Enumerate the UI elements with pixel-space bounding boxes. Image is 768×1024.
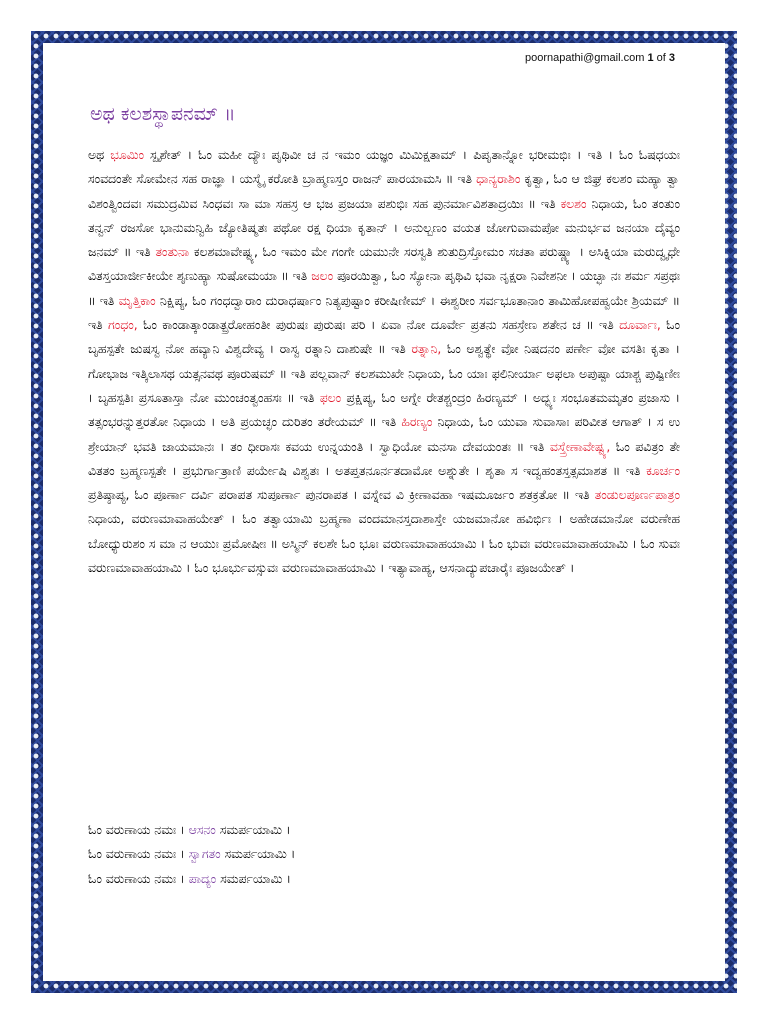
author-email: poornapathi@gmail.com xyxy=(524,52,645,64)
highlight-term: ಕಲಶಂ xyxy=(560,195,587,211)
text-run: ಅಥ xyxy=(88,147,111,162)
text-run: ಪೂರಯಿತ್ವಾ, ಓಂ ಸ್ಯೋನಾ ಪೃಥಿವಿ ಭವಾ ನೃಕ್ಷರಾ ನಿವೇಶನೀ । ಯಚ್ಛಾ ನಃ ಶರ್ಮ ಸಪ್ರಥಃ ॥ ಇತಿ xyxy=(88,268,681,308)
text-run: ಓಂ ಅಶ್ವತ್ಥೇ ವೋ ನಿಷದನಂ ಪರ್ಣೇ ವೋ ವಸತಿಃ ಕೃತಾ । ಗೋಭಾಜ ಇತ್ಕಿಲಾಸಥ ಯತ್ಸನವಥ ಪೂರುಷಮ್ ॥ ಇತಿ ಪಲ್ಲವಾನ್ ಕಲಶಮುಖೇ ನಿಧಾಯ, ಓಂ ಯಾಃ ಫಲಿನೀರ್ಯಾ ಅಫಲಾ ಅಪುಷ್ಪಾ ಯಾಶ್ಚ ಪುಷ್ಪಿಣೀಃ । ಬೃಹಸ್ಪತಿಃ ಪ್ರಸೂತಾಸ್ತಾ ನೋ ಮುಂಚಂತ್ವಂಹಸಃ ॥ ಇತಿ xyxy=(88,341,680,405)
text-run: ಓಂ ವರುಣಾಯ ನಮಃ । xyxy=(88,870,189,886)
text-run: ಓಂ ಬೃಹಸ್ಪತೇ ಜುಷಸ್ವ ನೋ ಹವ್ಯಾನಿ ವಿಶ್ವದೇವ್ಯ । ರಾಸ್ವ ರತ್ನಾನಿ ದಾಶುಷೇ ॥ ಇತಿ xyxy=(88,317,680,357)
text-run: ಕೃತ್ವಾ, ಓಂ ಆ ಜಿಘ್ರ ಕಲಶಂ ಮಹ್ಯಾ ತ್ವಾ ವಿಶಂತ್ವಿಂದವಃ ಸಮುದ್ರಮಿವ ಸಿಂಧವಃ ಸಾ ಮಾ ಸಹಸ್ರ ಆ ಭಜ ಪ್ರಜಯಾ ಪಶುಭಿಃ ಸಹ ಪುನರ್ಮಾವಿಶತಾದ್ರಯಿಃ ॥ ಇತಿ xyxy=(88,171,681,211)
highlight-term: ತಂಡುಲಪೂರ್ಣಪಾತ್ರಂ xyxy=(594,487,680,503)
text-run: ಸಮರ್ಪಯಾಮಿ । xyxy=(216,870,291,886)
highlight-term: ಜಲಂ xyxy=(311,268,334,284)
text-run: ನಿಧಾಯ, ಓಂ ತಂತುಂ ತನ್ವನ್ ರಜಸೋ ಭಾನುಮನ್ವಿಹಿ ಜ್ಯೋತಿಷ್ಮತಃ ಪಥೋ ರಕ್ಷ ಧಿಯಾ ಕೃತಾನ್ । ಅನುಲ್ಬಣಂ ವಯತ ಜೋಗುವಾಮಪೋ ಮನುರ್ಭವ ಜನಯಾ ದೈವ್ಯಂ ಜನಮ್ ॥ ಇತಿ xyxy=(88,195,680,260)
section-title: ಅಥ ಕಲಶಸ್ಥಾಪನಮ್ ॥ xyxy=(90,103,236,125)
text-run: ಸಮರ್ಪಯಾಮಿ । xyxy=(215,822,291,837)
text-run: ನಿಧಾಯ, ವರುಣಮಾವಾಹಯೇತ್ । ಓಂ ತತ್ವಾಯಾಮಿ ಬ್ರಹ್ಮಣಾ ವಂದಮಾನಸ್ತದಾಶಾಸ್ತೇ ಯಜಮಾನೋ ಹವಿರ್ಭಿಃ । ಅಹೇಡಮಾನೋ ವರುಣೇಹ ಬೋಧ್ಯುರುಶಂ ಸ ಮಾ ನ ಆಯುಃ ಪ್ರಮೋಷೀಃ ॥ ಅಸ್ಮಿನ್ ಕಲಶೇ ಓಂ ಭೂಃ ವರುಣಮಾವಾಹಯಾಮಿ । ಓಂ ಭುವಃ ವರುಣಮಾವಾಹಯಾಮಿ । ಓಂ ಸುವಃ ವರುಣಮಾವಾಹಯಾಮಿ । ಓಂ ಭೂರ್ಭುವಸ್ಸುವಃ ವರುಣಮಾವಾಹಯಾಮಿ । ಇತ್ಯಾವಾಹ್ಯ, ಆಸನಾದ್ಯುಪಚಾರೈಃ ಪೂಜಯೇತ್ । xyxy=(88,511,680,576)
offering-lines xyxy=(88,818,680,891)
text-run: ಓಂ ವರುಣಾಯ ನಮಃ । xyxy=(88,822,189,837)
text-run: ನಿಕ್ಷಿಪ್ಯ, ಓಂ ಗಂಧದ್ವಾರಾಂ ದುರಾಧರ್ಷಾಂ ನಿತ್ಯಪುಷ್ಟಾಂ ಕರೀಷಿಣೀಮ್ । ಈಶ್ವರೀಂ ಸರ್ವಭೂತಾನಾಂ ತಾಮಿಹೋಪಹ್ವಯೇ ಶ್ರಿಯಮ್ ॥ ಇತಿ xyxy=(88,292,680,333)
highlight-term: ಹಿರಣ್ಯಂ xyxy=(401,414,433,430)
highlight-term: ವಸ್ತ್ರೇಣಾವೇಷ್ಟ್ಯ, xyxy=(549,438,611,454)
text-run: ಓಂ ಕಾಂಡಾತ್ಕಾಂಡಾತ್ಪ್ರರೋಹಂತೀ ಪುರುಷಃ ಪುರುಷಃ ಪರಿ । ಏವಾ ನೋ ದೂರ್ವೇ ಪ್ರತನು ಸಹಸ್ರೇಣ ಶತೇನ ಚ ॥ ಇತಿ xyxy=(137,317,620,333)
highlight-term: ದೂರ್ವಾಃ, xyxy=(619,317,661,333)
page-header xyxy=(525,52,675,64)
highlight-term: ಧಾನ್ಯರಾಶಿಂ xyxy=(476,171,521,187)
highlight-term: ರತ್ನಾನಿ, xyxy=(411,341,442,357)
text-run: ಪ್ರಕ್ಷಿಪ್ಯ, ಓಂ ಅಗ್ನೇ ರೇತಶ್ಚಂದ್ರಂ ಹಿರಣ್ಯಮ್ । ಅದ್ಭ್ಯಃ ಸಂಭೂತಮಮೃತಂ ಪ್ರಜಾಸು । ತತ್ಸಂಭರನ್ನುತ್ತರತೋ ನಿಧಾಯ । ಅತಿ ಪ್ರಯಚ್ಛಂ ದುರಿತಂ ತರೇಯಮ್ ॥ ಇತಿ xyxy=(88,389,680,430)
page-number: 1 xyxy=(647,52,654,64)
text-run: ಪ್ರತಿಷ್ಠಾಪ್ಯ, ಓಂ ಪೂರ್ಣಾ ದರ್ವಿ ಪರಾಪತ ಸುಪೂರ್ಣಾ ಪುನರಾಪತ । ವಸ್ನೇವ ವಿ ಕ್ರೀಣಾವಹಾ ಇಷಮೂರ್ಜಂ ಶತಕ್ರತೋ ॥ ಇತಿ xyxy=(88,487,595,503)
document-page xyxy=(43,43,725,981)
body-paragraph xyxy=(88,143,680,580)
offering-term: ಪಾದ್ಯಂ xyxy=(188,870,217,886)
text-run: ಕಲಶಮಾವೇಷ್ಟ್ಯ, ಓಂ ಇಮಂ ಮೇ ಗಂಗೇ ಯಮುನೇ ಸರಸ್ವತಿ ಶುತುದ್ರಿಸ್ತೋಮಂ ಸಚತಾ ಪರುಷ್ಣ್ಯಾ । ಅಸಿಕ್ನಿಯಾ ಮರುದ್ವೃಧೇ ವಿತಸ್ತಯಾರ್ಜೀಕೀಯೇ ಶೃಣುಹ್ಯಾ ಸುಷೋಮಯಾ ॥ ಇತಿ xyxy=(88,244,680,284)
offering-line xyxy=(88,818,680,842)
text-run: ಸಮರ್ಪಯಾಮಿ । xyxy=(220,846,296,862)
text-run: ಓಂ ವರುಣಾಯ ನಮಃ । xyxy=(88,846,189,862)
offering-term: ಸ್ವಾಗತಂ xyxy=(188,846,221,862)
page-total: 3 xyxy=(668,52,675,64)
text-run: ನಿಧಾಯ, ಓಂ ಯುವಾ ಸುವಾಸಾಃ ಪರಿವೀತ ಆಗಾತ್ । ಸ ಉ ಶ್ರೇಯಾನ್ ಭವತಿ ಜಾಯಮಾನಃ । ತಂ ಧೀರಾಸಃ ಕವಯ ಉನ್ನಯಂತಿ । ಸ್ವಾಧಿಯೋ ಮನಸಾ ದೇವಯಂತಃ ॥ ಇತಿ xyxy=(88,414,680,454)
offering-line xyxy=(88,867,680,891)
page-of-label: of xyxy=(656,52,666,64)
highlight-term: ತಂತುನಾ xyxy=(155,244,190,260)
highlight-term: ಭೂಮಿಂ xyxy=(110,147,144,162)
highlight-term: ಗಂಧಂ, xyxy=(108,317,138,333)
text-run: ಓಂ ಪವಿತ್ರಂ ತೇ ವಿತತಂ ಬ್ರಹ್ಮಣಸ್ಪತೇ । ಪ್ರಭುರ್ಗಾತ್ರಾಣಿ ಪರ್ಯೇಷಿ ವಿಶ್ವತಃ । ಅತಪ್ತತನೂರ್ನತದಾಮೋ ಅಶ್ನುತೇ । ಶೃತಾ ಸ ಇದ್ವಹಂತಸ್ತತ್ಸಮಾಶತ ॥ ಇತಿ xyxy=(88,438,681,478)
highlight-term: ಫಲಂ xyxy=(319,389,342,405)
offering-term: ಆಸನಂ xyxy=(188,822,216,837)
offering-line xyxy=(88,842,680,866)
text-run: ಸ್ಪೃಶೇತ್ । ಓಂ ಮಹೀ ದ್ಯೌಃ ಪೃಥಿವೀ ಚ ನ ಇಮಂ ಯಜ್ಞಂ ಮಿಮಿಕ್ಷತಾಮ್ । ಪಿಪೃತಾನ್ನೋ ಭರೀಮಭಿಃ । ಇತಿ । ಓಂ ಓಷಧಯಃ ಸಂವದಂತೇ ಸೋಮೇನ ಸಹ ರಾಜ್ಞಾ । ಯಸ್ಮೈ ಕರೋತಿ ಬ್ರಾಹ್ಮಣಸ್ತಂ ರಾಜನ್ ಪಾರಯಾಮಸಿ ॥ ಇತಿ xyxy=(88,147,680,187)
highlight-term: ಮೃತ್ತಿಕಾಂ xyxy=(118,292,156,308)
highlight-term: ಕೂರ್ಚಂ xyxy=(646,462,680,478)
